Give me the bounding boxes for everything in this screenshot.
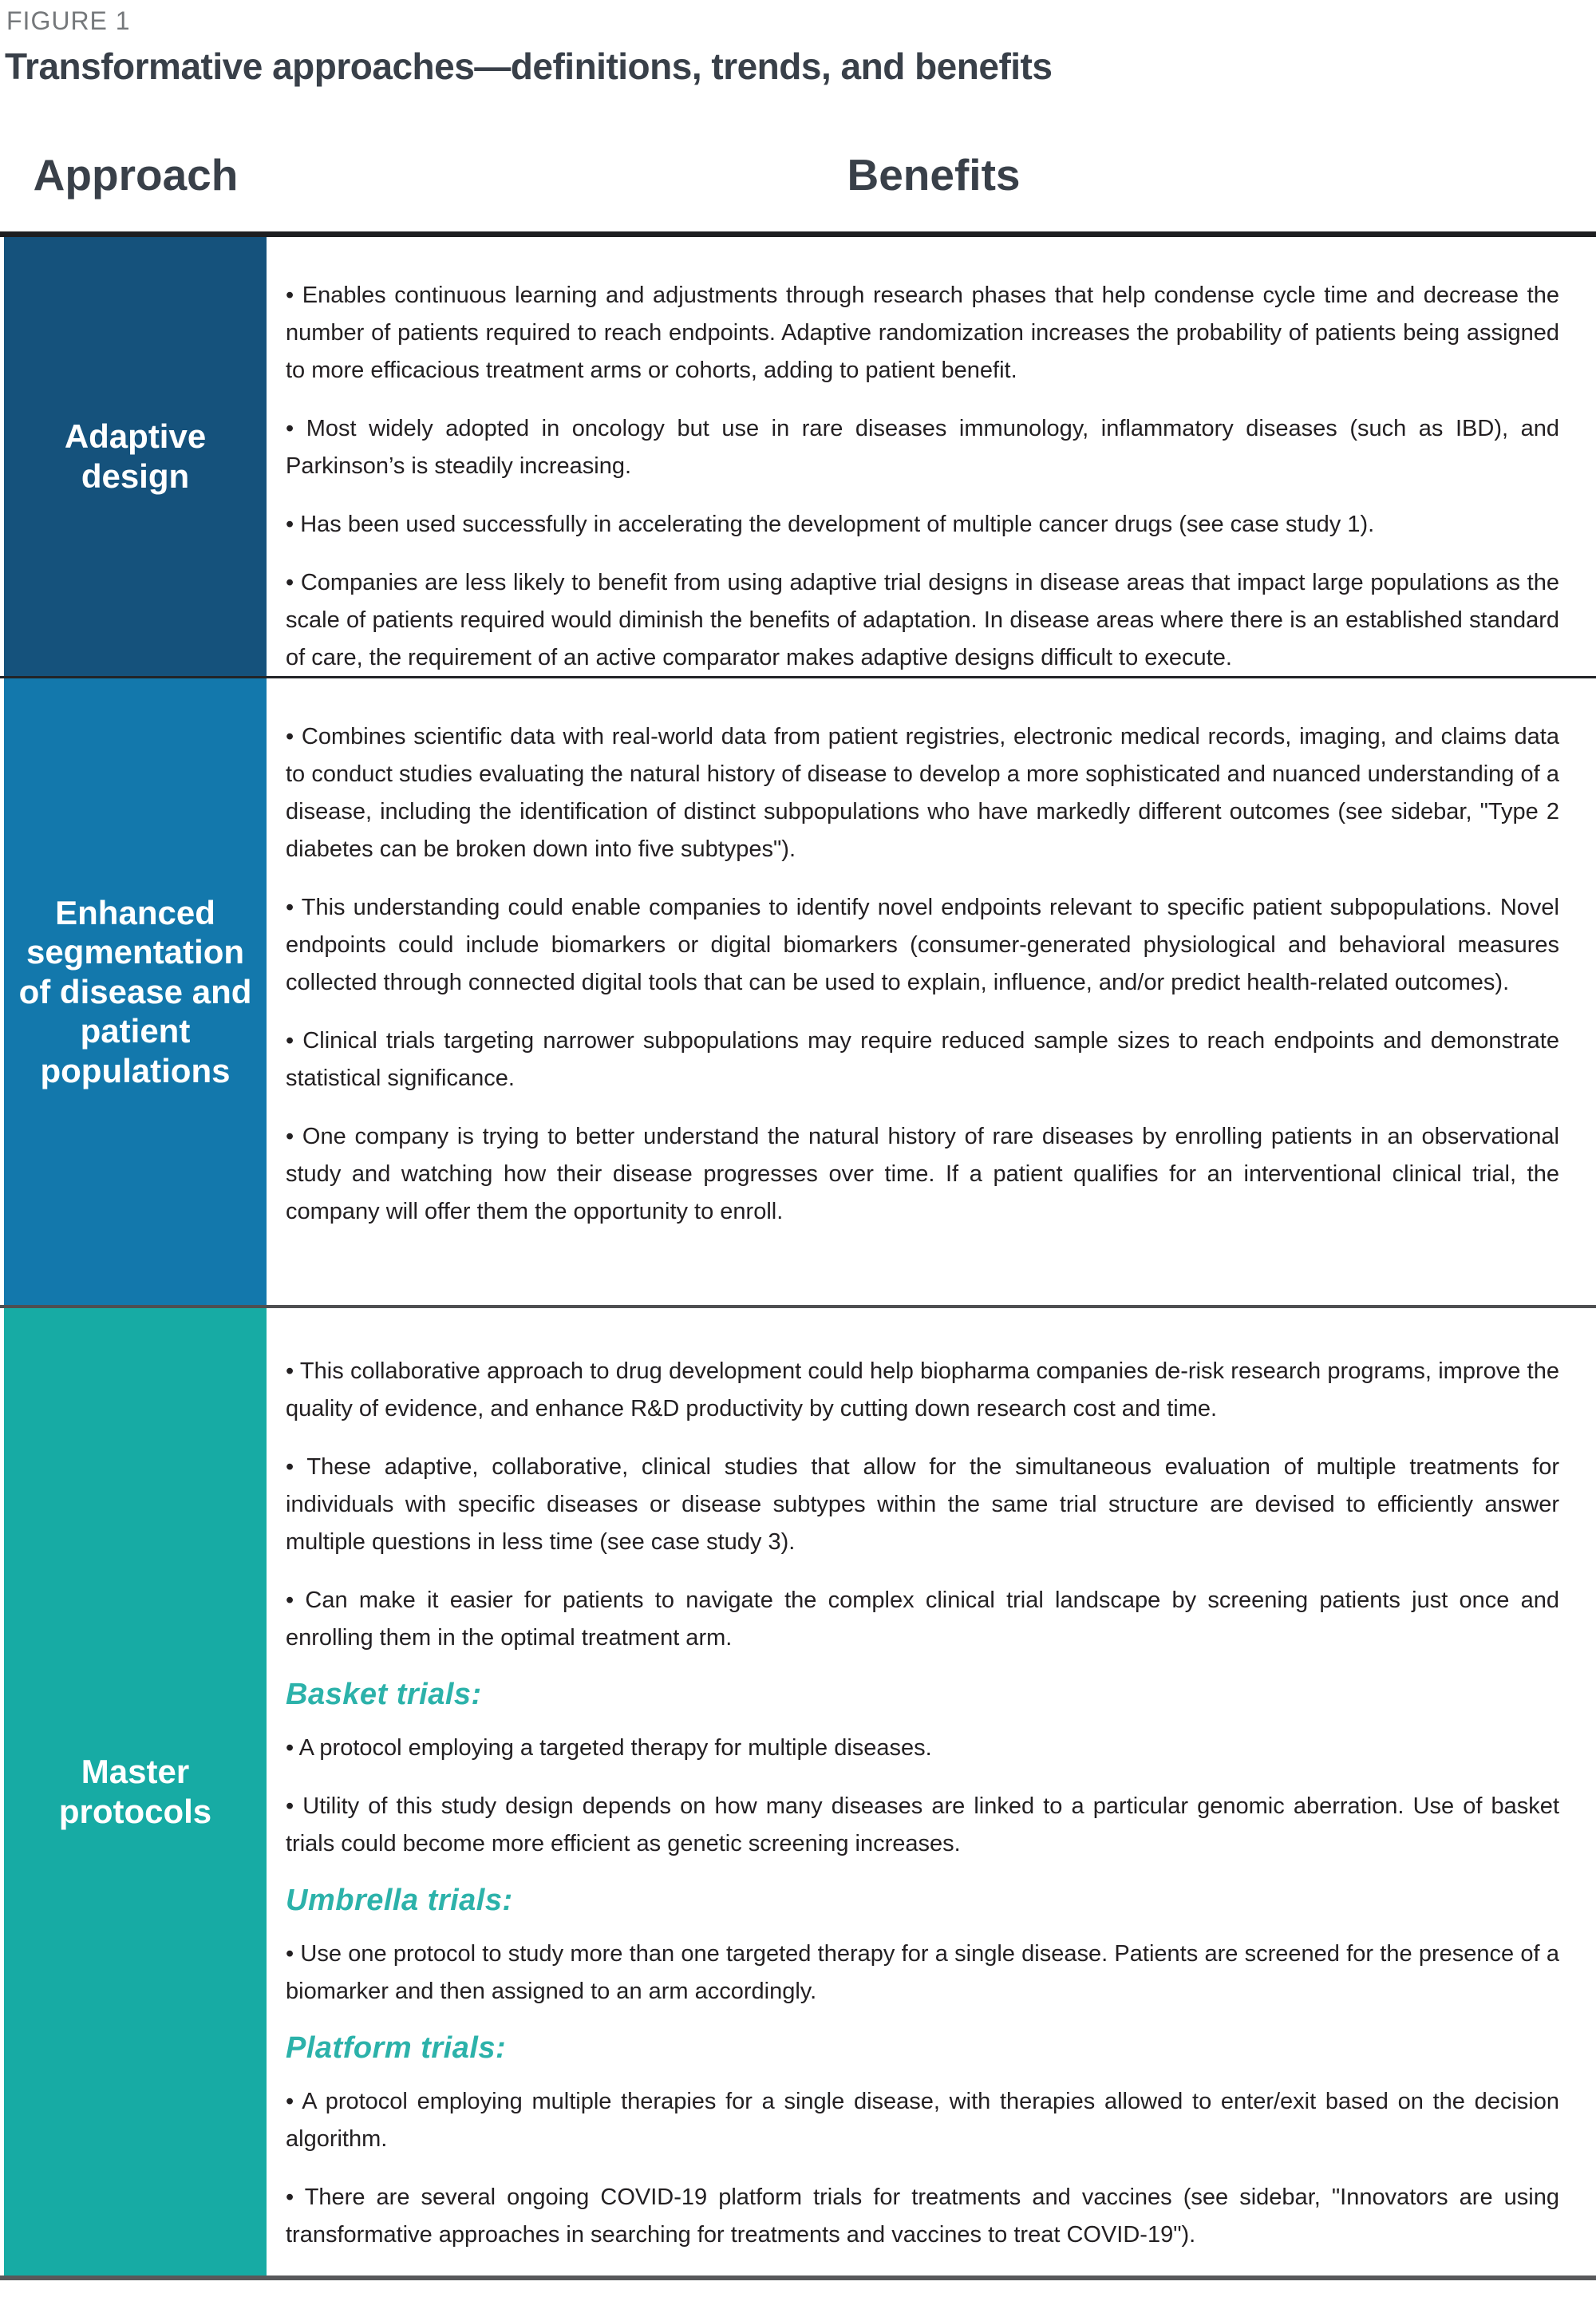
figure-label: FIGURE 1 [6, 6, 131, 35]
table-row-adaptive-design [0, 237, 1596, 676]
approach-label: Adaptive design [64, 417, 207, 495]
subheading-basket-trials: Basket trials: [286, 1677, 482, 1711]
bullet-item: • A protocol employing multiple therapies for a single disease, with therapies allowed to enter/exit based on the decision algorithm. [286, 2088, 1559, 2152]
subheading-platform-trials: Platform trials: [286, 2030, 507, 2065]
approach-label: Master protocols [58, 1753, 212, 1830]
bullet-item: • Enables continuous learning and adjustments through research phases that help condense cycle time and decrease the number of patients required to reach endpoints. Adaptive randomization increases the probability of patients being assigned to more efficacious treatment arms or cohorts, adding to patient benefit. [286, 283, 1559, 383]
bullet-item: • Utility of this study design depends on how many diseases are linked to a particular genomic aberration. Use of basket trials could become more efficient as genetic screening increases. [286, 1793, 1559, 1856]
bullet-item: • Most widely adopted in oncology but use in rare diseases immunology, inflammatory diseases (such as IBD), and Parkinson’s is steadily increasing. [286, 415, 1559, 479]
table-row-enhanced-segmentation [0, 676, 1596, 1305]
approach-cell-adaptive-design [4, 237, 267, 676]
bullet-item: • Can make it easier for patients to navigate the complex clinical trial landscape by screening patients just once and enrolling them in the optimal treatment arm. [286, 1587, 1559, 1651]
bullet-item: • Combines scientific data with real-world data from patient registries, electronic medical records, imaging, and claims data to conduct studies evaluating the natural history of disease to develop a more sophisticated and nuanced understanding of a disease, including the identification of distinct subpopulations who have markedly different outcomes (see sidebar, "Type 2 diabetes can be broken down into five subtypes"). [286, 724, 1559, 862]
bullet-item: • Has been used successfully in accelerating the development of multiple cancer drugs (see case study 1). [286, 511, 1375, 537]
approach-cell-master-protocols [4, 1308, 267, 2275]
approach-label: Enhanced segmentation of disease and patient populations [18, 893, 252, 1089]
bullet-item: • These adaptive, collaborative, clinical studies that allow for the simultaneous evaluation of multiple treatments for individuals with specific diseases or disease subtypes within the same trial structure are devised to efficiently answer multiple questions in less time (see case study 3). [286, 1453, 1559, 1555]
column-headers [0, 150, 1596, 200]
approaches-table [0, 231, 1596, 2280]
subheading-umbrella-trials: Umbrella trials: [286, 1883, 513, 1917]
bullet-item: • There are several ongoing COVID-19 platform trials for treatments and vaccines (see sidebar, "Innovators are using transformative approaches in searching for treatments and vaccines to treat COVID-19"). [286, 2184, 1559, 2248]
benefits-cell-enhanced-segmentation [267, 678, 1596, 1305]
benefits-cell-adaptive-design [267, 237, 1596, 676]
column-header-benefits: Benefits [847, 150, 1021, 200]
bullet-item: • Clinical trials targeting narrower subpopulations may require reduced sample sizes to reach endpoints and demonstrate statistical significance. [286, 1027, 1559, 1091]
bullet-item: • One company is trying to better understand the natural history of rare diseases by enrolling patients in an observational study and watching how their disease progresses over time. If a patient qualifies for an interventional clinical trial, the company will offer them the opportunity to enroll. [286, 1123, 1559, 1224]
bullet-item: • A protocol employing a targeted therapy for multiple diseases. [286, 1734, 932, 1761]
bullet-item: • This understanding could enable companies to identify novel endpoints relevant to specific patient subpopulations. Novel endpoints could include biomarkers or digital biomarkers (consumer-generated physiological and behavioral measures collected through connected digital tools that can be used to explain, influence, and/or predict health-related outcomes). [286, 894, 1559, 995]
bullet-item: • This collaborative approach to drug development could help biopharma companies de-risk research programs, improve the quality of evidence, and enhance R&D productivity by cutting down research cost and time. [286, 1358, 1559, 1421]
bullet-item: • Companies are less likely to benefit from using adaptive trial designs in disease areas that impact large populations as the scale of patients required would diminish the benefits of adaptation. In disease areas where there is an established standard of care, the requirement of an active comparator makes adaptive designs difficult to execute. [286, 569, 1559, 670]
table-row-master-protocols [0, 1305, 1596, 2275]
approach-cell-enhanced-segmentation [4, 678, 267, 1305]
figure-title: Transformative approaches—definitions, trends, and benefits [5, 45, 1053, 87]
column-header-approach: Approach [33, 150, 239, 200]
benefits-cell-master-protocols [267, 1308, 1596, 2275]
bullet-item: • Use one protocol to study more than one targeted therapy for a single disease. Patients are screened for the presence of a biomarker and then assigned to an arm accordingly. [286, 1940, 1559, 2004]
